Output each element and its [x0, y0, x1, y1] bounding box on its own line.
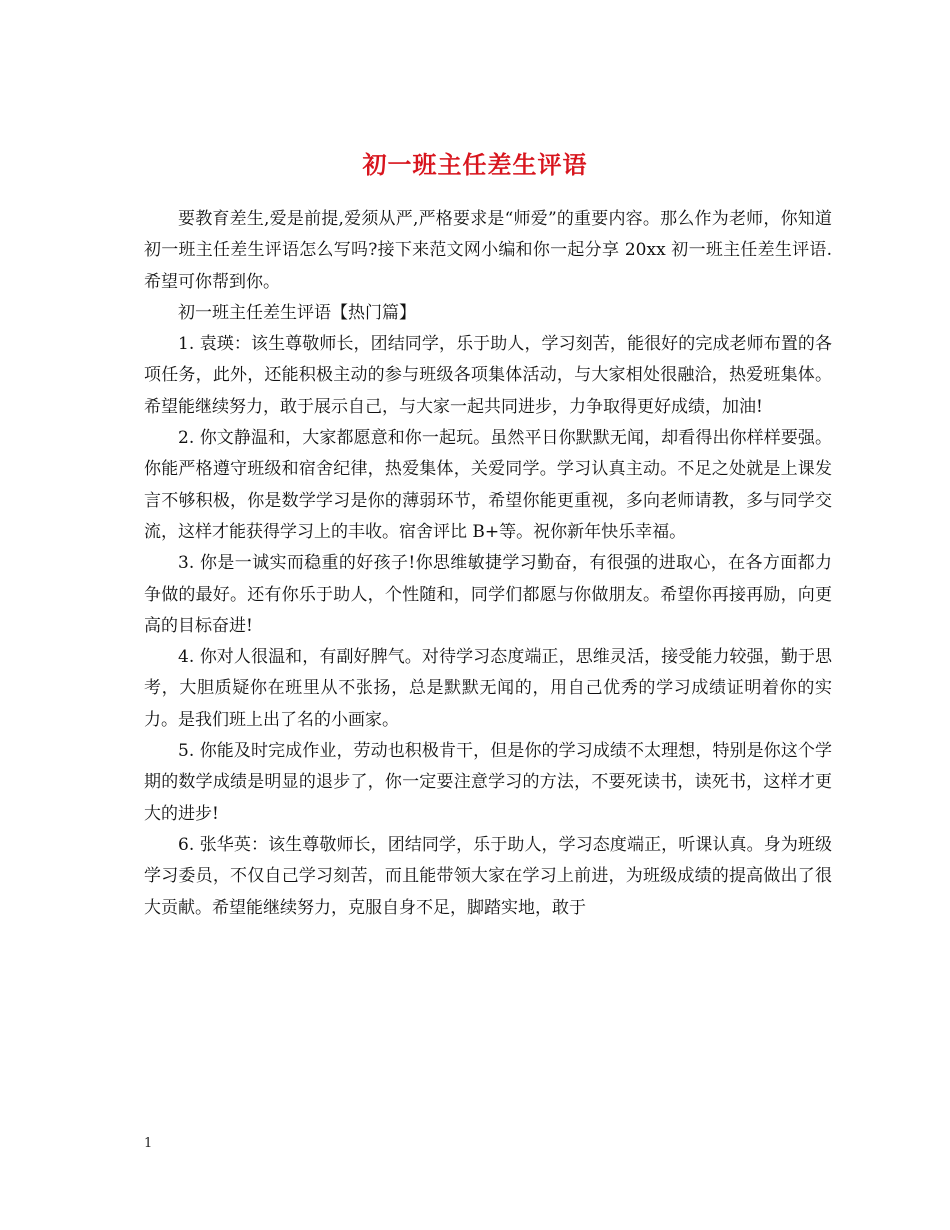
intro-paragraph: 要教育差生,爱是前提,爱须从严,严格要求是“师爱”的重要内容。那么作为老师，你知道初一班主任差生评语怎么写吗?接下来范文网小编和你一起分享 20xx 初一班主任差生评语.希望可你帮到你。 [144, 209, 832, 292]
comment-item-1: 1. 袁瑛：该生尊敬师长，团结同学，乐于助人，学习刻苦，能很好的完成老师布置的各项任务，此外，还能积极主动的参与班级各项集体活动，与大家相处很融洽，热爱班集体。希望能继续努力，敢于展示自己，与大家一起共同进步，力争取得更好成绩，加油! [144, 334, 832, 417]
comment-item-3: 3. 你是一诚实而稳重的好孩子!你思维敏捷学习勤奋，有很强的进取心，在各方面都力争做的最好。还有你乐于助人，个性随和，同学们都愿与你做朋友。希望你再接再励，向更高的目标奋进! [144, 553, 832, 636]
comment-item-4: 4. 你对人很温和，有副好脾气。对待学习态度端正，思维灵活，接受能力较强，勤于思考，大胆质疑你在班里从不张扬，总是默默无闻的，用自己优秀的学习成绩证明着你的实力。是我们班上出了名的小画家。 [144, 647, 832, 730]
page-number: 1 [144, 1136, 153, 1151]
document-body [144, 204, 832, 924]
section-heading: 初一班主任差生评语【热门篇】 [178, 302, 416, 323]
comment-item-6: 6. 张华英：该生尊敬师长，团结同学，乐于助人，学习态度端正，听课认真。身为班级学习委员，不仅自己学习刻苦，而且能带领大家在学习上前进，为班级成绩的提高做出了很大贡献。希望能继续努力，克服自身不足，脚踏实地，敢于 [144, 834, 832, 918]
comment-item-2: 2. 你文静温和，大家都愿意和你一起玩。虽然平日你默默无闻，却看得出你样样要强。你能严格遵守班级和宿舍纪律，热爱集体，关爱同学。学习认真主动。不足之处就是上课发言不够积极，你是数学学习是你的薄弱环节，希望你能更重视，多向老师请教，多与同学交流，这样才能获得学习上的丰收。宿舍评比 B+等。祝你新年快乐幸福。 [144, 428, 832, 542]
document-title: 初一班主任差生评语 [362, 150, 588, 180]
comment-item-5: 5. 你能及时完成作业，劳动也积极肯干，但是你的学习成绩不太理想，特别是你这个学期的数学成绩是明显的退步了，你一定要注意学习的方法，不要死读书，读死书，这样才更大的进步! [144, 741, 832, 824]
